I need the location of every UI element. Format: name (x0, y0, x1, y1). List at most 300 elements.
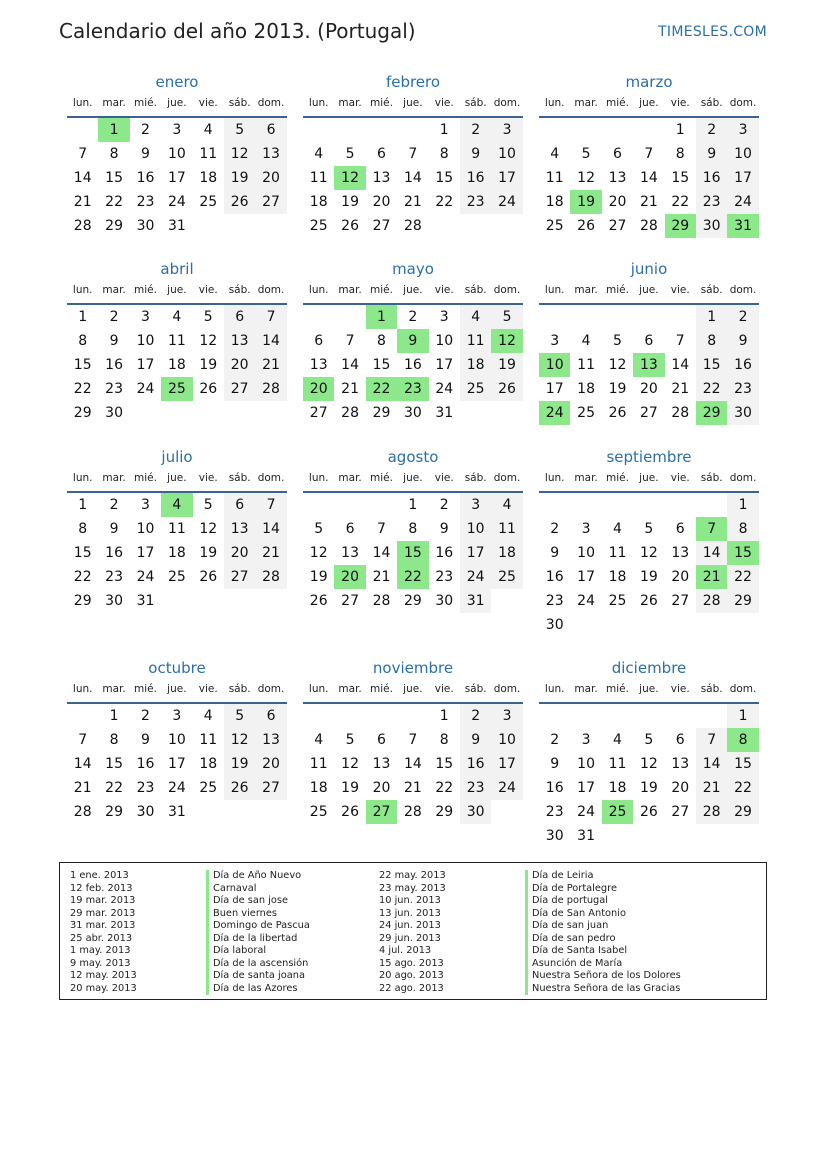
month-name: agosto (387, 448, 439, 466)
legend-date: 12 feb. 2013 (70, 882, 133, 894)
weekday-label: mar. (338, 472, 362, 484)
day-grid (67, 305, 287, 425)
weekday-label: sáb. (464, 97, 487, 109)
day-cell: 31 (460, 589, 491, 613)
weekday-label: mar. (338, 97, 362, 109)
day-cell: 6 (377, 732, 386, 748)
day-cell: 17 (460, 541, 491, 565)
day-grid (539, 493, 759, 637)
day-cell: 14 (403, 756, 422, 772)
weekday-label: mié. (370, 97, 393, 109)
day-cell: 26 (639, 804, 658, 820)
day-cell: 14 (671, 357, 690, 373)
legend-holiday-name: Día de Año Nuevo (206, 870, 310, 883)
day-cell: 21 (403, 780, 422, 796)
holiday-day-cell: 10 (539, 353, 570, 377)
empty-cell (397, 118, 428, 142)
holiday-day-cell: 7 (696, 517, 727, 541)
day-cell: 12 (224, 728, 255, 752)
day-cell: 26 (199, 381, 218, 397)
weekday-label: lun. (544, 472, 565, 484)
empty-cell (303, 305, 334, 329)
weekday-label: lun. (72, 284, 93, 296)
day-cell: 11 (577, 357, 595, 373)
empty-cell (539, 118, 570, 142)
day-cell: 5 (491, 305, 522, 329)
day-cell: 31 (167, 804, 186, 820)
weekday-label: dom. (257, 284, 285, 296)
month-mayo (303, 260, 523, 425)
day-cell: 27 (372, 218, 391, 234)
weekday-label: mié. (134, 472, 157, 484)
day-cell: 29 (73, 593, 92, 609)
day-cell: 9 (550, 545, 560, 561)
legend-date: 9 may. 2013 (70, 957, 131, 969)
empty-cell (303, 118, 334, 142)
weekday-label: vie. (434, 284, 454, 296)
day-cell: 13 (341, 545, 359, 561)
weekday-label: lun. (72, 472, 93, 484)
day-cell: 3 (581, 732, 591, 748)
legend-date: 22 may. 2013 (379, 870, 446, 881)
day-cell: 20 (224, 541, 255, 565)
empty-cell (633, 118, 664, 142)
day-cell: 15 (727, 752, 758, 776)
day-cell: 3 (491, 704, 522, 728)
day-cell: 31 (577, 828, 595, 844)
legend-date: 25 abr. 2013 (70, 932, 133, 944)
weekday-label: sáb. (464, 284, 487, 296)
weekday-label: mar. (574, 472, 598, 484)
day-cell: 22 (73, 569, 92, 585)
day-cell: 18 (608, 569, 627, 585)
day-cell: 10 (727, 142, 758, 166)
empty-cell (366, 493, 397, 517)
legend-names-col-1 (206, 870, 310, 995)
month-julio (67, 448, 287, 613)
weekday-label: dom. (257, 472, 285, 484)
day-grid (67, 118, 287, 238)
month-agosto (303, 448, 523, 613)
day-cell: 5 (203, 309, 213, 325)
day-cell: 11 (608, 545, 627, 561)
legend-date: 29 mar. 2013 (70, 907, 136, 919)
holiday-day-cell: 1 (98, 118, 129, 142)
day-cell: 7 (675, 333, 685, 349)
legend-holiday-name: Día de la libertad (206, 933, 310, 946)
day-cell: 17 (491, 166, 522, 190)
day-cell: 2 (550, 732, 560, 748)
day-cell: 14 (255, 329, 286, 353)
weekday-label: sáb. (700, 683, 723, 695)
weekday-label: lun. (308, 97, 329, 109)
legend-date: 20 may. 2013 (70, 982, 137, 994)
day-cell: 12 (341, 756, 359, 772)
weekday-label: dom. (493, 683, 521, 695)
weekday-label: vie. (670, 284, 690, 296)
weekday-header (539, 683, 759, 699)
empty-cell (570, 493, 601, 517)
day-cell: 10 (491, 728, 522, 752)
day-cell: 30 (136, 804, 155, 820)
empty-cell (334, 493, 365, 517)
day-cell: 29 (435, 804, 454, 820)
weekday-label: lun. (308, 284, 329, 296)
weekday-label: sáb. (228, 284, 251, 296)
month-junio (539, 260, 759, 425)
weekday-label: mié. (370, 472, 393, 484)
day-cell: 19 (639, 780, 658, 796)
day-cell: 18 (545, 194, 564, 210)
day-cell: 5 (644, 732, 654, 748)
day-cell: 14 (696, 541, 727, 565)
day-cell: 17 (167, 170, 186, 186)
day-cell: 23 (460, 776, 491, 800)
day-cell: 17 (577, 569, 595, 585)
day-cell: 28 (73, 804, 92, 820)
day-cell: 6 (377, 146, 386, 162)
day-cell: 19 (608, 381, 627, 397)
empty-cell (696, 493, 727, 517)
day-cell: 17 (136, 357, 155, 373)
day-cell: 8 (696, 329, 727, 353)
day-cell: 3 (727, 118, 758, 142)
weekday-label: mar. (574, 284, 598, 296)
holiday-day-cell: 25 (602, 800, 633, 824)
holiday-day-cell: 12 (491, 329, 522, 353)
month-febrero (303, 73, 523, 238)
day-cell: 27 (608, 218, 627, 234)
day-cell: 3 (141, 309, 150, 325)
empty-cell (334, 118, 365, 142)
weekday-label: mar. (102, 472, 126, 484)
holiday-day-cell: 1 (366, 305, 397, 329)
day-cell: 26 (341, 804, 359, 820)
day-cell: 11 (491, 517, 522, 541)
day-cell: 17 (435, 357, 454, 373)
empty-cell (397, 704, 428, 728)
day-cell: 12 (639, 545, 658, 561)
legend-date: 4 jul. 2013 (379, 945, 432, 956)
holiday-day-cell: 29 (665, 214, 696, 238)
holiday-day-cell: 25 (161, 377, 192, 401)
month-name: febrero (385, 73, 441, 91)
day-cell: 21 (372, 569, 391, 585)
day-cell: 25 (577, 405, 595, 421)
weekday-header (303, 472, 523, 488)
holiday-day-cell: 13 (633, 353, 664, 377)
brand-link[interactable]: TIMESLES.COM (658, 24, 767, 40)
legend-holiday-name: Asunción de María (525, 958, 681, 971)
weekday-label: mar. (338, 284, 362, 296)
day-cell: 9 (460, 728, 491, 752)
empty-cell (334, 704, 365, 728)
day-cell: 28 (403, 218, 422, 234)
day-cell: 26 (491, 377, 522, 401)
day-cell: 7 (255, 493, 286, 517)
month-name: junio (630, 260, 668, 278)
weekday-label: jue. (639, 97, 659, 109)
day-cell: 29 (105, 218, 123, 234)
day-cell: 13 (224, 517, 255, 541)
legend-holiday-name: Buen viernes (206, 908, 310, 921)
day-cell: 4 (314, 732, 324, 748)
weekday-label: sáb. (700, 97, 723, 109)
holiday-day-cell: 8 (727, 728, 758, 752)
holiday-day-cell: 4 (161, 493, 192, 517)
day-cell: 24 (167, 780, 186, 796)
day-cell: 9 (141, 732, 150, 748)
page-title: Calendario del año 2013. (Portugal) (59, 19, 416, 43)
legend-holiday-name: Día de Santa Isabel (525, 945, 681, 958)
empty-cell (602, 493, 633, 517)
day-cell: 18 (608, 780, 627, 796)
day-cell: 1 (78, 497, 88, 513)
day-cell: 29 (403, 593, 422, 609)
day-grid (303, 493, 523, 613)
day-cell: 10 (577, 756, 595, 772)
weekday-label: dom. (257, 97, 285, 109)
day-cell: 4 (203, 122, 213, 138)
weekday-label: vie. (670, 683, 690, 695)
legend-dates-col-2 (379, 870, 446, 995)
day-cell: 1 (439, 122, 449, 138)
weekday-label: lun. (72, 97, 93, 109)
holiday-day-cell: 22 (397, 565, 428, 589)
day-cell: 27 (255, 190, 286, 214)
day-cell: 14 (255, 517, 286, 541)
day-cell: 25 (199, 780, 218, 796)
holiday-day-cell: 20 (334, 565, 365, 589)
day-cell: 20 (372, 780, 391, 796)
weekday-label: lun. (544, 284, 565, 296)
day-cell: 7 (644, 146, 654, 162)
day-cell: 18 (577, 381, 595, 397)
day-cell: 9 (439, 521, 449, 537)
day-cell: 14 (372, 545, 391, 561)
day-cell: 28 (696, 589, 727, 613)
month-octubre (67, 659, 287, 824)
day-cell: 7 (408, 146, 418, 162)
day-cell: 20 (608, 194, 627, 210)
month-name: noviembre (372, 659, 454, 677)
day-cell: 16 (545, 569, 564, 585)
day-cell: 7 (78, 732, 88, 748)
legend-holiday-name: Día de las Azores (206, 983, 310, 996)
day-cell: 7 (408, 732, 418, 748)
day-cell: 17 (577, 780, 595, 796)
weekday-label: sáb. (228, 683, 251, 695)
day-cell: 4 (314, 146, 324, 162)
day-cell: 21 (73, 780, 92, 796)
weekday-header (67, 472, 287, 488)
day-cell: 22 (696, 377, 727, 401)
day-cell: 11 (309, 170, 328, 186)
day-cell: 7 (345, 333, 355, 349)
holiday-day-cell: 15 (397, 541, 428, 565)
day-cell: 26 (199, 569, 218, 585)
weekday-label: mié. (134, 683, 157, 695)
day-cell: 7 (696, 728, 727, 752)
day-cell: 19 (491, 353, 522, 377)
day-cell: 26 (341, 218, 359, 234)
day-cell: 17 (136, 545, 155, 561)
day-cell: 15 (73, 357, 92, 373)
day-cell: 22 (727, 565, 758, 589)
day-grid (303, 305, 523, 425)
day-cell: 20 (671, 780, 690, 796)
day-cell: 9 (696, 142, 727, 166)
day-cell: 10 (136, 521, 155, 537)
day-cell: 23 (105, 569, 123, 585)
day-cell: 3 (439, 309, 449, 325)
day-grid (303, 118, 523, 238)
day-cell: 27 (639, 405, 658, 421)
weekday-label: jue. (167, 97, 187, 109)
day-cell: 11 (199, 732, 218, 748)
day-cell: 2 (460, 118, 491, 142)
day-cell: 11 (460, 329, 491, 353)
day-cell: 24 (136, 569, 155, 585)
day-cell: 2 (550, 521, 560, 537)
empty-cell (303, 493, 334, 517)
day-cell: 24 (460, 565, 491, 589)
day-cell: 14 (73, 170, 92, 186)
day-cell: 14 (341, 357, 359, 373)
weekday-label: sáb. (228, 97, 251, 109)
day-cell: 22 (671, 194, 690, 210)
day-cell: 12 (199, 333, 218, 349)
day-cell: 15 (671, 170, 690, 186)
day-cell: 10 (460, 517, 491, 541)
day-cell: 12 (577, 170, 595, 186)
day-cell: 11 (167, 333, 186, 349)
weekday-label: mar. (574, 97, 598, 109)
empty-cell (334, 305, 365, 329)
day-cell: 5 (644, 521, 654, 537)
day-cell: 12 (639, 756, 658, 772)
day-cell: 29 (73, 405, 92, 421)
day-cell: 23 (136, 780, 155, 796)
day-cell: 12 (199, 521, 218, 537)
day-cell: 3 (581, 521, 591, 537)
month-diciembre (539, 659, 759, 848)
month-name: abril (160, 260, 194, 278)
day-cell: 9 (141, 146, 150, 162)
day-cell: 13 (372, 170, 391, 186)
weekday-header (67, 97, 287, 113)
day-cell: 3 (172, 708, 182, 724)
day-cell: 29 (105, 804, 123, 820)
holiday-day-cell: 12 (334, 166, 365, 190)
day-cell: 21 (255, 541, 286, 565)
day-cell: 4 (203, 708, 213, 724)
weekday-label: mié. (134, 284, 157, 296)
day-cell: 5 (581, 146, 591, 162)
day-cell: 16 (435, 545, 454, 561)
weekday-header (67, 683, 287, 699)
day-cell: 24 (577, 804, 595, 820)
weekday-label: lun. (72, 683, 93, 695)
day-cell: 22 (105, 780, 123, 796)
day-cell: 5 (345, 732, 355, 748)
day-cell: 25 (199, 194, 218, 210)
day-cell: 23 (545, 593, 564, 609)
day-cell: 26 (224, 190, 255, 214)
weekday-label: jue. (403, 683, 423, 695)
day-cell: 9 (109, 521, 119, 537)
weekday-label: jue. (639, 284, 659, 296)
day-cell: 5 (345, 146, 355, 162)
day-cell: 23 (696, 190, 727, 214)
day-cell: 2 (109, 497, 119, 513)
day-cell: 7 (255, 305, 286, 329)
day-cell: 5 (224, 118, 255, 142)
weekday-label: dom. (729, 284, 757, 296)
legend-date: 31 mar. 2013 (70, 920, 136, 931)
day-cell: 27 (671, 804, 690, 820)
empty-cell (665, 305, 696, 329)
empty-cell (602, 305, 633, 329)
day-cell: 27 (224, 565, 255, 589)
day-cell: 10 (167, 732, 186, 748)
month-septiembre (539, 448, 759, 637)
day-cell: 29 (727, 589, 758, 613)
day-cell: 25 (309, 804, 328, 820)
legend-date: 19 mar. 2013 (70, 895, 136, 906)
weekday-label: mié. (370, 284, 393, 296)
day-cell: 26 (608, 405, 627, 421)
weekday-label: mar. (102, 683, 126, 695)
day-cell: 20 (255, 752, 286, 776)
day-cell: 23 (105, 381, 123, 397)
weekday-label: vie. (434, 683, 454, 695)
weekday-header (303, 683, 523, 699)
day-cell: 14 (639, 170, 658, 186)
day-cell: 3 (172, 122, 182, 138)
day-cell: 9 (460, 142, 491, 166)
day-cell: 18 (199, 756, 218, 772)
day-cell: 24 (727, 190, 758, 214)
day-cell: 30 (460, 800, 491, 824)
empty-cell (602, 704, 633, 728)
empty-cell (67, 118, 98, 142)
day-cell: 8 (109, 732, 119, 748)
holiday-day-cell: 20 (303, 377, 334, 401)
day-cell: 14 (403, 170, 422, 186)
day-cell: 16 (460, 166, 491, 190)
day-cell: 14 (73, 756, 92, 772)
holiday-day-cell: 19 (570, 190, 601, 214)
day-cell: 19 (639, 569, 658, 585)
day-cell: 19 (199, 357, 218, 373)
day-cell: 20 (224, 353, 255, 377)
weekday-label: sáb. (464, 683, 487, 695)
day-cell: 8 (727, 517, 758, 541)
day-cell: 20 (671, 569, 690, 585)
weekday-label: mié. (134, 97, 157, 109)
legend-holiday-name: Día laboral (206, 945, 310, 958)
day-cell: 30 (696, 214, 727, 238)
day-cell: 17 (545, 381, 564, 397)
empty-cell (602, 118, 633, 142)
day-cell: 25 (608, 593, 627, 609)
day-cell: 27 (224, 377, 255, 401)
day-cell: 6 (224, 305, 255, 329)
empty-cell (303, 704, 334, 728)
month-name: octubre (148, 659, 206, 677)
day-cell: 10 (167, 146, 186, 162)
